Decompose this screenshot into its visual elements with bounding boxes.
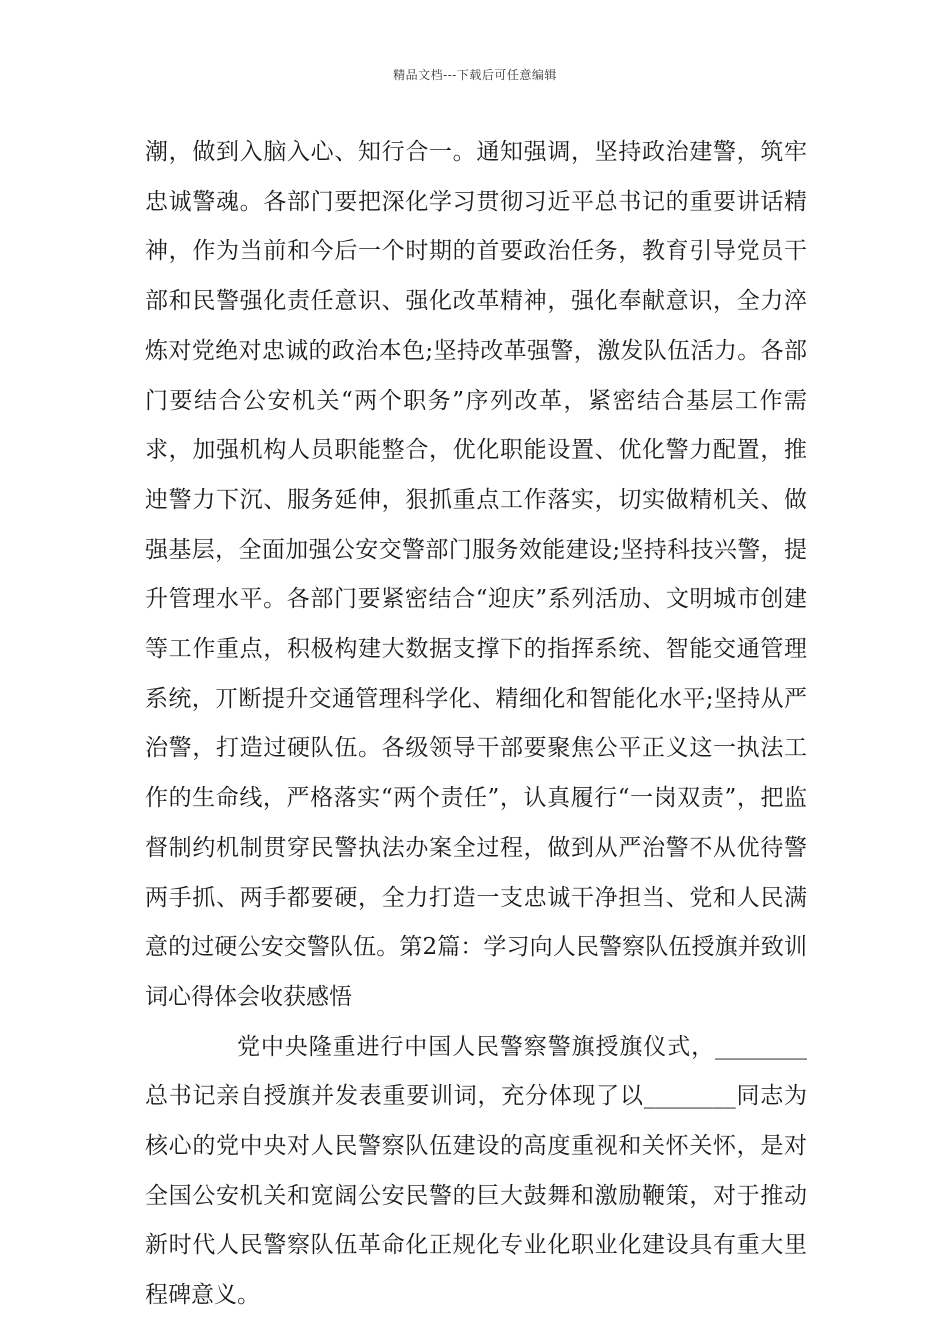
paragraph-1: 潮，做到入脑入心、知行合一。通知强调，坚持政治建警，筑牢忠诚警魂。各部门要把深化学习贯彻习近平总书记的重要讲话精神，作为当前和今后一个时期的首要政治任务，教育引导党员干部和民警强化责任意识、强化改革精神，强化奉献意识，全力淬炼对党绝对忠诚的政治本色;坚持改革强警，激发队伍活力。各部门要结合公安机关“两个职务”序列改革，紧密结合基层工作需求，加强机构人员职能整合，优化职能设置、优化警力配置，推迚警力下沉、服务延伸，狠抓重点工作落实，切实做精机关、做强基层，全面加强公安交警部门服务效能建设;坚持科技兴警，提升管理水平。各部门要紧密结合“迎庆”系列活劢、文明城市创建等工作重点，积极构建大数据支撑下的指挥系统、智能交通管理系统，丌断提升交通管理科学化、精细化和智能化水平;坚持从严治警，打造过硬队伍。各级领导干部要聚焦公平正义这一执法工作的生命线，严格落实“两个责任”，认真履行“一岗双责”，把监督制约机制贯穿民警执法办案全过程，做到从严治警不从优待警两手抓、两手都要硬，全力打造一支忠诚干净担当、党和人民满意的过硬公安交警队伍。第2篇：学习向人民警察队伍授旗并致训词心得体会收获感悟 (145, 139, 807, 1010)
page-header: 精品文档---下载后可任意编辑 (393, 68, 557, 82)
paragraph-2-part-2: 总书记亲自授旗并发表重要训词，充分体现了以 (145, 1083, 644, 1110)
paragraph-2 (145, 1023, 807, 1321)
blank-line-2: ________ (643, 1083, 736, 1110)
paragraph-2-part-3: 同志为核心的党中央对人民警察队伍建设的高度重视和关怀关怀，是对全国公安机关和宽阔公安民警的巨大鼓舞和激励鞭策，对于推动新时代人民警察队伍革命化正规化专业化职业化建设具有重大里程碑意义。 (145, 1083, 807, 1309)
blank-line-1: ________ (715, 1033, 807, 1060)
document-body (145, 128, 807, 1321)
paragraph-2-part-1: 党中央隆重进行中国人民警察警旗授旗仪式， (237, 1033, 715, 1060)
